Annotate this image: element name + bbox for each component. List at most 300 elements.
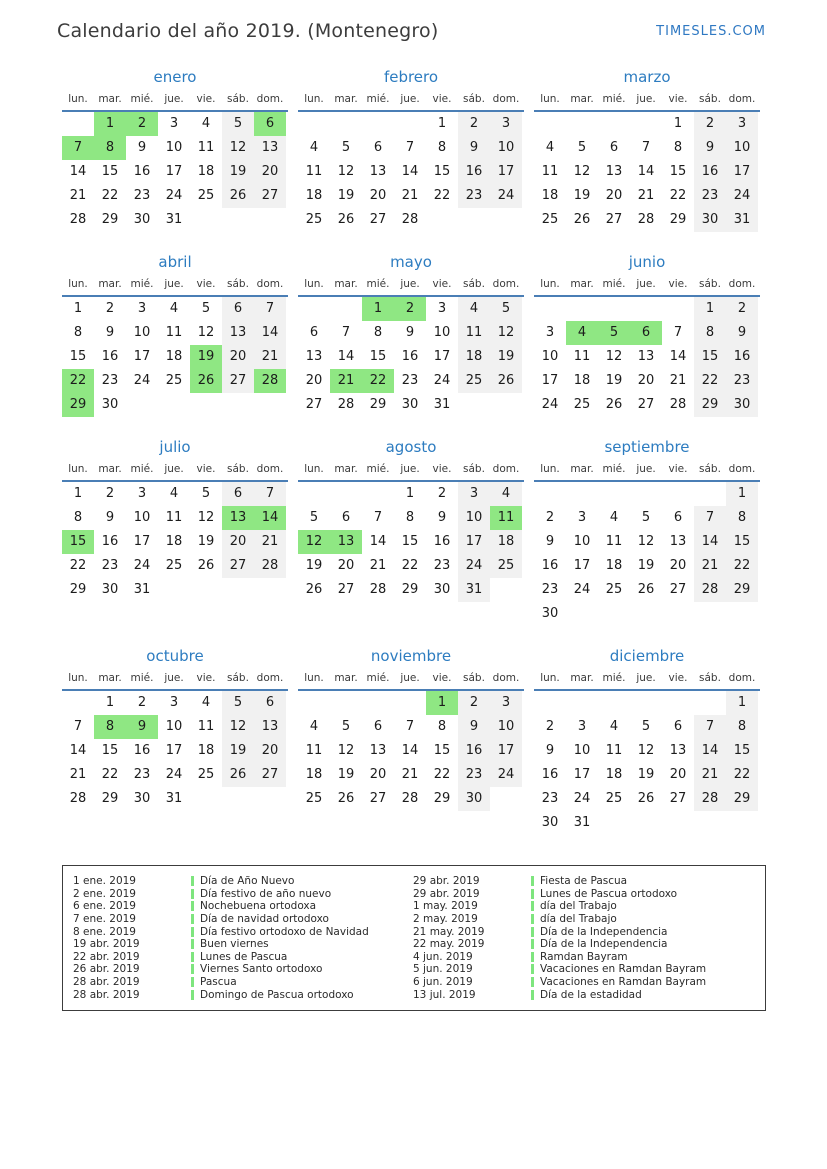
day-cell: 1 [73,486,83,501]
weekday-header: sáb. [463,278,485,290]
day-cell: 23 [541,582,559,597]
day-cell: 23 [133,188,151,203]
day-cell: 21 [369,558,387,573]
day-cell-empty [534,297,566,321]
day-cell: 10 [490,136,522,160]
day-cell: 15 [69,349,87,364]
day-cell-empty [330,297,362,321]
weekday-header: mié. [130,463,154,475]
day-cell: 24 [573,791,591,806]
day-cell: 26 [605,397,623,412]
day-cell-empty [298,297,330,321]
month-block [62,647,288,811]
day-cell-empty [62,691,94,715]
day-cell: 15 [726,739,758,763]
day-cell: 19 [305,558,323,573]
day-cell: 4 [609,719,619,734]
day-cell: 26 [337,791,355,806]
day-cell-empty [298,691,330,715]
day-cell: 5 [490,297,522,321]
day-cell: 28 [337,397,355,412]
legend-item-label: Viernes Santo ortodoxo [200,963,323,976]
day-cell: 28 [694,787,726,811]
day-cell: 14 [694,530,726,554]
day-cell: 10 [433,325,451,340]
month-block [62,68,288,232]
day-cell: 27 [669,791,687,806]
day-cell: 2 [105,486,115,501]
day-cell: 1 [694,297,726,321]
month-block [298,68,524,232]
month-block [62,438,288,602]
day-cell: 20 [669,767,687,782]
weekday-header: jue. [164,93,184,105]
month-block [298,438,524,602]
day-cell: 11 [197,140,215,155]
day-cell: 11 [165,325,183,340]
day-cell: 7 [694,506,726,530]
holiday-marker-icon [531,914,534,924]
day-cell: 21 [330,369,362,393]
day-cell: 17 [165,743,183,758]
day-cell: 6 [373,719,383,734]
day-cell: 13 [369,743,387,758]
day-cell: 4 [201,116,211,131]
day-cell: 13 [330,530,362,554]
day-cell: 5 [577,140,587,155]
day-cell-empty [330,112,362,136]
day-cell: 12 [573,164,591,179]
day-cell: 19 [605,373,623,388]
day-cell: 7 [641,140,651,155]
day-cell: 2 [694,112,726,136]
day-cell: 7 [254,297,286,321]
weekday-header: sáb. [227,672,249,684]
day-cell: 31 [458,578,490,602]
day-cell: 6 [341,510,351,525]
day-cell: 1 [405,486,415,501]
day-cell: 18 [165,534,183,549]
day-cell: 4 [490,482,522,506]
weekday-header-row [534,278,760,297]
day-cell-empty [566,691,598,715]
day-cell: 24 [458,554,490,578]
day-cell: 1 [726,482,758,506]
day-cell: 5 [641,510,651,525]
day-cell: 6 [373,140,383,155]
day-cell: 3 [577,719,587,734]
weekday-header: sáb. [227,278,249,290]
weekday-header: sáb. [227,93,249,105]
day-cell: 4 [458,297,490,321]
weekday-header: vie. [668,463,688,475]
legend-item-label: Día de la Independencia [540,925,668,938]
day-cell-empty [630,482,662,506]
day-cell: 2 [394,297,426,321]
legend-item-label: Lunes de Pascua ortodoxo [540,887,678,900]
day-cell: 27 [369,212,387,227]
month-title: enero [153,68,197,86]
day-cell: 21 [694,763,726,787]
weekday-header: jue. [164,672,184,684]
day-cell-empty [662,691,694,715]
day-cell: 25 [490,554,522,578]
day-cell: 7 [341,325,351,340]
day-cell: 10 [573,534,591,549]
weekday-header: lun. [540,93,560,105]
day-cell: 26 [222,184,254,208]
day-cell: 29 [726,787,758,811]
day-cell: 24 [133,373,151,388]
day-cell: 17 [133,534,151,549]
day-cell: 22 [694,369,726,393]
day-cell: 16 [694,160,726,184]
legend-item-date: 1 may. 2019 [413,900,478,913]
day-cell: 30 [726,393,758,417]
day-cell: 29 [726,578,758,602]
day-cell: 20 [222,530,254,554]
day-cell: 8 [94,715,126,739]
day-cell: 13 [669,743,687,758]
day-cell: 4 [566,321,598,345]
weekday-header: jue. [636,278,656,290]
holiday-marker-icon [191,889,194,899]
legend-item [413,938,757,951]
legend-item [413,988,757,1001]
legend-item-label: Lunes de Pascua [200,950,288,963]
day-cell: 14 [369,534,387,549]
holiday-marker-icon [531,952,534,962]
day-cell: 12 [637,743,655,758]
day-cell: 20 [669,558,687,573]
month-title: marzo [623,68,671,86]
day-cell: 21 [69,767,87,782]
month-day-grid [298,112,524,232]
day-cell: 26 [222,763,254,787]
day-cell: 20 [369,767,387,782]
day-cell: 31 [165,212,183,227]
day-cell: 28 [69,212,87,227]
day-cell: 9 [405,325,415,340]
legend-item-date: 13 jul. 2019 [413,988,476,1001]
day-cell-empty [630,691,662,715]
day-cell: 1 [94,112,126,136]
day-cell: 13 [637,349,655,364]
day-cell: 29 [101,212,119,227]
day-cell: 16 [458,739,490,763]
day-cell: 23 [133,767,151,782]
day-cell: 25 [197,767,215,782]
weekday-header: dom. [728,672,756,684]
day-cell: 24 [541,397,559,412]
weekday-header: mar. [570,93,594,105]
day-cell: 9 [545,534,555,549]
day-cell: 24 [433,373,451,388]
day-cell: 12 [197,510,215,525]
weekday-header: lun. [68,93,88,105]
weekday-header-row [62,672,288,691]
day-cell: 14 [69,164,87,179]
legend-item-date: 28 abr. 2019 [73,976,140,989]
day-cell: 28 [401,212,419,227]
month-block [534,438,760,626]
weekday-header: lun. [304,278,324,290]
weekday-header: jue. [164,463,184,475]
day-cell: 13 [369,164,387,179]
day-cell-empty [534,691,566,715]
weekday-header: dom. [728,93,756,105]
day-cell: 21 [694,554,726,578]
day-cell: 18 [305,767,323,782]
day-cell: 19 [222,160,254,184]
day-cell: 15 [433,743,451,758]
day-cell-empty [662,482,694,506]
day-cell: 23 [433,558,451,573]
day-cell: 20 [605,188,623,203]
day-cell: 17 [458,530,490,554]
weekday-header-row [62,278,288,297]
page-header [57,20,766,42]
month-title: julio [159,438,191,456]
legend-item [73,976,413,989]
day-cell: 1 [726,691,758,715]
legend-item [73,900,413,913]
day-cell: 28 [254,554,286,578]
day-cell: 11 [541,164,559,179]
day-cell: 28 [669,397,687,412]
legend-item [413,976,757,989]
weekday-header-row [534,93,760,112]
day-cell: 24 [490,184,522,208]
day-cell-empty [330,691,362,715]
day-cell: 16 [433,534,451,549]
day-cell: 5 [341,719,351,734]
month-title: febrero [383,68,439,86]
day-cell: 15 [62,530,94,554]
day-cell: 11 [305,743,323,758]
day-cell: 23 [458,184,490,208]
day-cell: 29 [369,397,387,412]
day-cell: 28 [694,578,726,602]
day-cell: 30 [433,582,451,597]
day-cell: 22 [62,369,94,393]
legend-item-date: 22 abr. 2019 [73,950,140,963]
day-cell: 27 [254,763,286,787]
weekday-header-row [298,278,524,297]
day-cell: 11 [458,321,490,345]
day-cell-empty [694,691,726,715]
holiday-marker-icon [531,964,534,974]
day-cell: 27 [669,582,687,597]
day-cell: 20 [222,345,254,369]
day-cell: 26 [637,582,655,597]
day-cell: 15 [401,534,419,549]
day-cell: 7 [673,325,683,340]
day-cell: 30 [541,606,559,621]
day-cell: 19 [573,188,591,203]
day-cell: 29 [401,582,419,597]
day-cell: 5 [201,486,211,501]
legend-item-date: 7 ene. 2019 [73,913,136,926]
day-cell: 17 [573,558,591,573]
day-cell: 23 [726,369,758,393]
legend-item-date: 26 abr. 2019 [73,963,140,976]
day-cell: 30 [101,582,119,597]
day-cell: 14 [254,506,286,530]
day-cell: 11 [305,164,323,179]
day-cell: 21 [254,530,286,554]
day-cell: 1 [105,695,115,710]
weekday-header: mié. [602,278,626,290]
day-cell: 22 [726,763,758,787]
day-cell: 9 [137,140,147,155]
day-cell: 13 [605,164,623,179]
day-cell: 8 [373,325,383,340]
day-cell: 9 [694,136,726,160]
month-day-grid [62,482,288,602]
day-cell: 22 [69,558,87,573]
day-cell: 8 [437,719,447,734]
day-cell: 18 [605,767,623,782]
legend-item-label: Buen viernes [200,938,269,951]
day-cell: 8 [437,140,447,155]
month-day-grid [298,691,524,811]
day-cell: 20 [637,373,655,388]
day-cell: 13 [254,136,286,160]
legend-item-label: día del Trabajo [540,913,617,926]
day-cell: 7 [373,510,383,525]
day-cell-empty [362,691,394,715]
day-cell: 8 [94,136,126,160]
legend-item-label: Día de la Independencia [540,938,668,951]
day-cell: 17 [133,349,151,364]
weekday-header: lun. [540,278,560,290]
day-cell: 17 [490,739,522,763]
weekday-header: mar. [334,672,358,684]
day-cell: 8 [73,325,83,340]
weekday-header-row [534,672,760,691]
legend-item-label: día del Trabajo [540,900,617,913]
weekday-header: vie. [196,463,216,475]
day-cell: 15 [369,349,387,364]
legend-item [73,988,413,1001]
day-cell: 4 [309,140,319,155]
day-cell: 16 [133,164,151,179]
day-cell: 6 [222,297,254,321]
day-cell-empty [362,482,394,506]
legend-item [413,913,757,926]
weekday-header: vie. [668,278,688,290]
holiday-marker-icon [191,901,194,911]
legend-item-date: 29 abr. 2019 [413,875,480,888]
day-cell: 29 [101,791,119,806]
weekday-header-row [534,463,760,482]
legend-item-label: Domingo de Pascua ortodoxo [200,988,354,1001]
holiday-marker-icon [191,952,194,962]
day-cell: 11 [605,534,623,549]
day-cell: 12 [197,325,215,340]
day-cell: 25 [605,791,623,806]
weekday-header: lun. [540,463,560,475]
month-title: abril [158,253,192,271]
legend-item [413,951,757,964]
day-cell: 26 [305,582,323,597]
weekday-header: dom. [492,93,520,105]
day-cell: 21 [254,345,286,369]
day-cell: 24 [165,767,183,782]
day-cell: 26 [197,558,215,573]
legend-item [413,888,757,901]
day-cell: 30 [133,212,151,227]
weekday-header: mar. [334,93,358,105]
weekday-header-row [62,463,288,482]
weekday-header: vie. [668,672,688,684]
day-cell: 27 [254,184,286,208]
day-cell-empty [566,482,598,506]
legend-item-date: 28 abr. 2019 [73,988,140,1001]
weekday-header: mié. [366,672,390,684]
legend-item-label: Día de navidad ortodoxo [200,913,329,926]
weekday-header: lun. [68,278,88,290]
day-cell: 25 [305,212,323,227]
weekday-header: mar. [570,463,594,475]
weekday-header: mar. [334,278,358,290]
brand-link[interactable]: TIMESLES.COM [656,24,766,39]
day-cell: 12 [637,534,655,549]
day-cell-empty [362,112,394,136]
day-cell: 19 [337,767,355,782]
day-cell: 23 [541,791,559,806]
day-cell: 31 [133,582,151,597]
day-cell: 16 [726,345,758,369]
holiday-marker-icon [191,914,194,924]
day-cell-empty [394,112,426,136]
legend-item-date: 1 ene. 2019 [73,875,136,888]
weekday-header: jue. [400,278,420,290]
day-cell: 18 [490,530,522,554]
legend-item [413,925,757,938]
day-cell: 27 [222,554,254,578]
weekday-header: dom. [256,93,284,105]
day-cell: 4 [609,510,619,525]
day-cell: 23 [458,763,490,787]
month-title: junio [628,253,666,271]
day-cell: 9 [545,743,555,758]
holiday-marker-icon [191,977,194,987]
day-cell: 6 [673,510,683,525]
month-day-grid [62,297,288,417]
weekday-header: mié. [366,93,390,105]
day-cell: 6 [254,691,286,715]
day-cell: 15 [726,530,758,554]
weekday-header: lun. [304,93,324,105]
day-cell: 23 [101,373,119,388]
day-cell: 18 [197,164,215,179]
legend-item-label: Día de la estadidad [540,988,642,1001]
day-cell: 2 [726,297,758,321]
day-cell: 28 [369,582,387,597]
legend-item-label: Fiesta de Pascua [540,875,628,888]
day-cell: 25 [305,791,323,806]
day-cell: 18 [165,349,183,364]
day-cell: 21 [401,188,419,203]
weekday-header: mié. [130,93,154,105]
day-cell: 29 [433,791,451,806]
weekday-header: mar. [570,672,594,684]
day-cell: 28 [69,791,87,806]
day-cell: 16 [133,743,151,758]
day-cell: 22 [433,188,451,203]
